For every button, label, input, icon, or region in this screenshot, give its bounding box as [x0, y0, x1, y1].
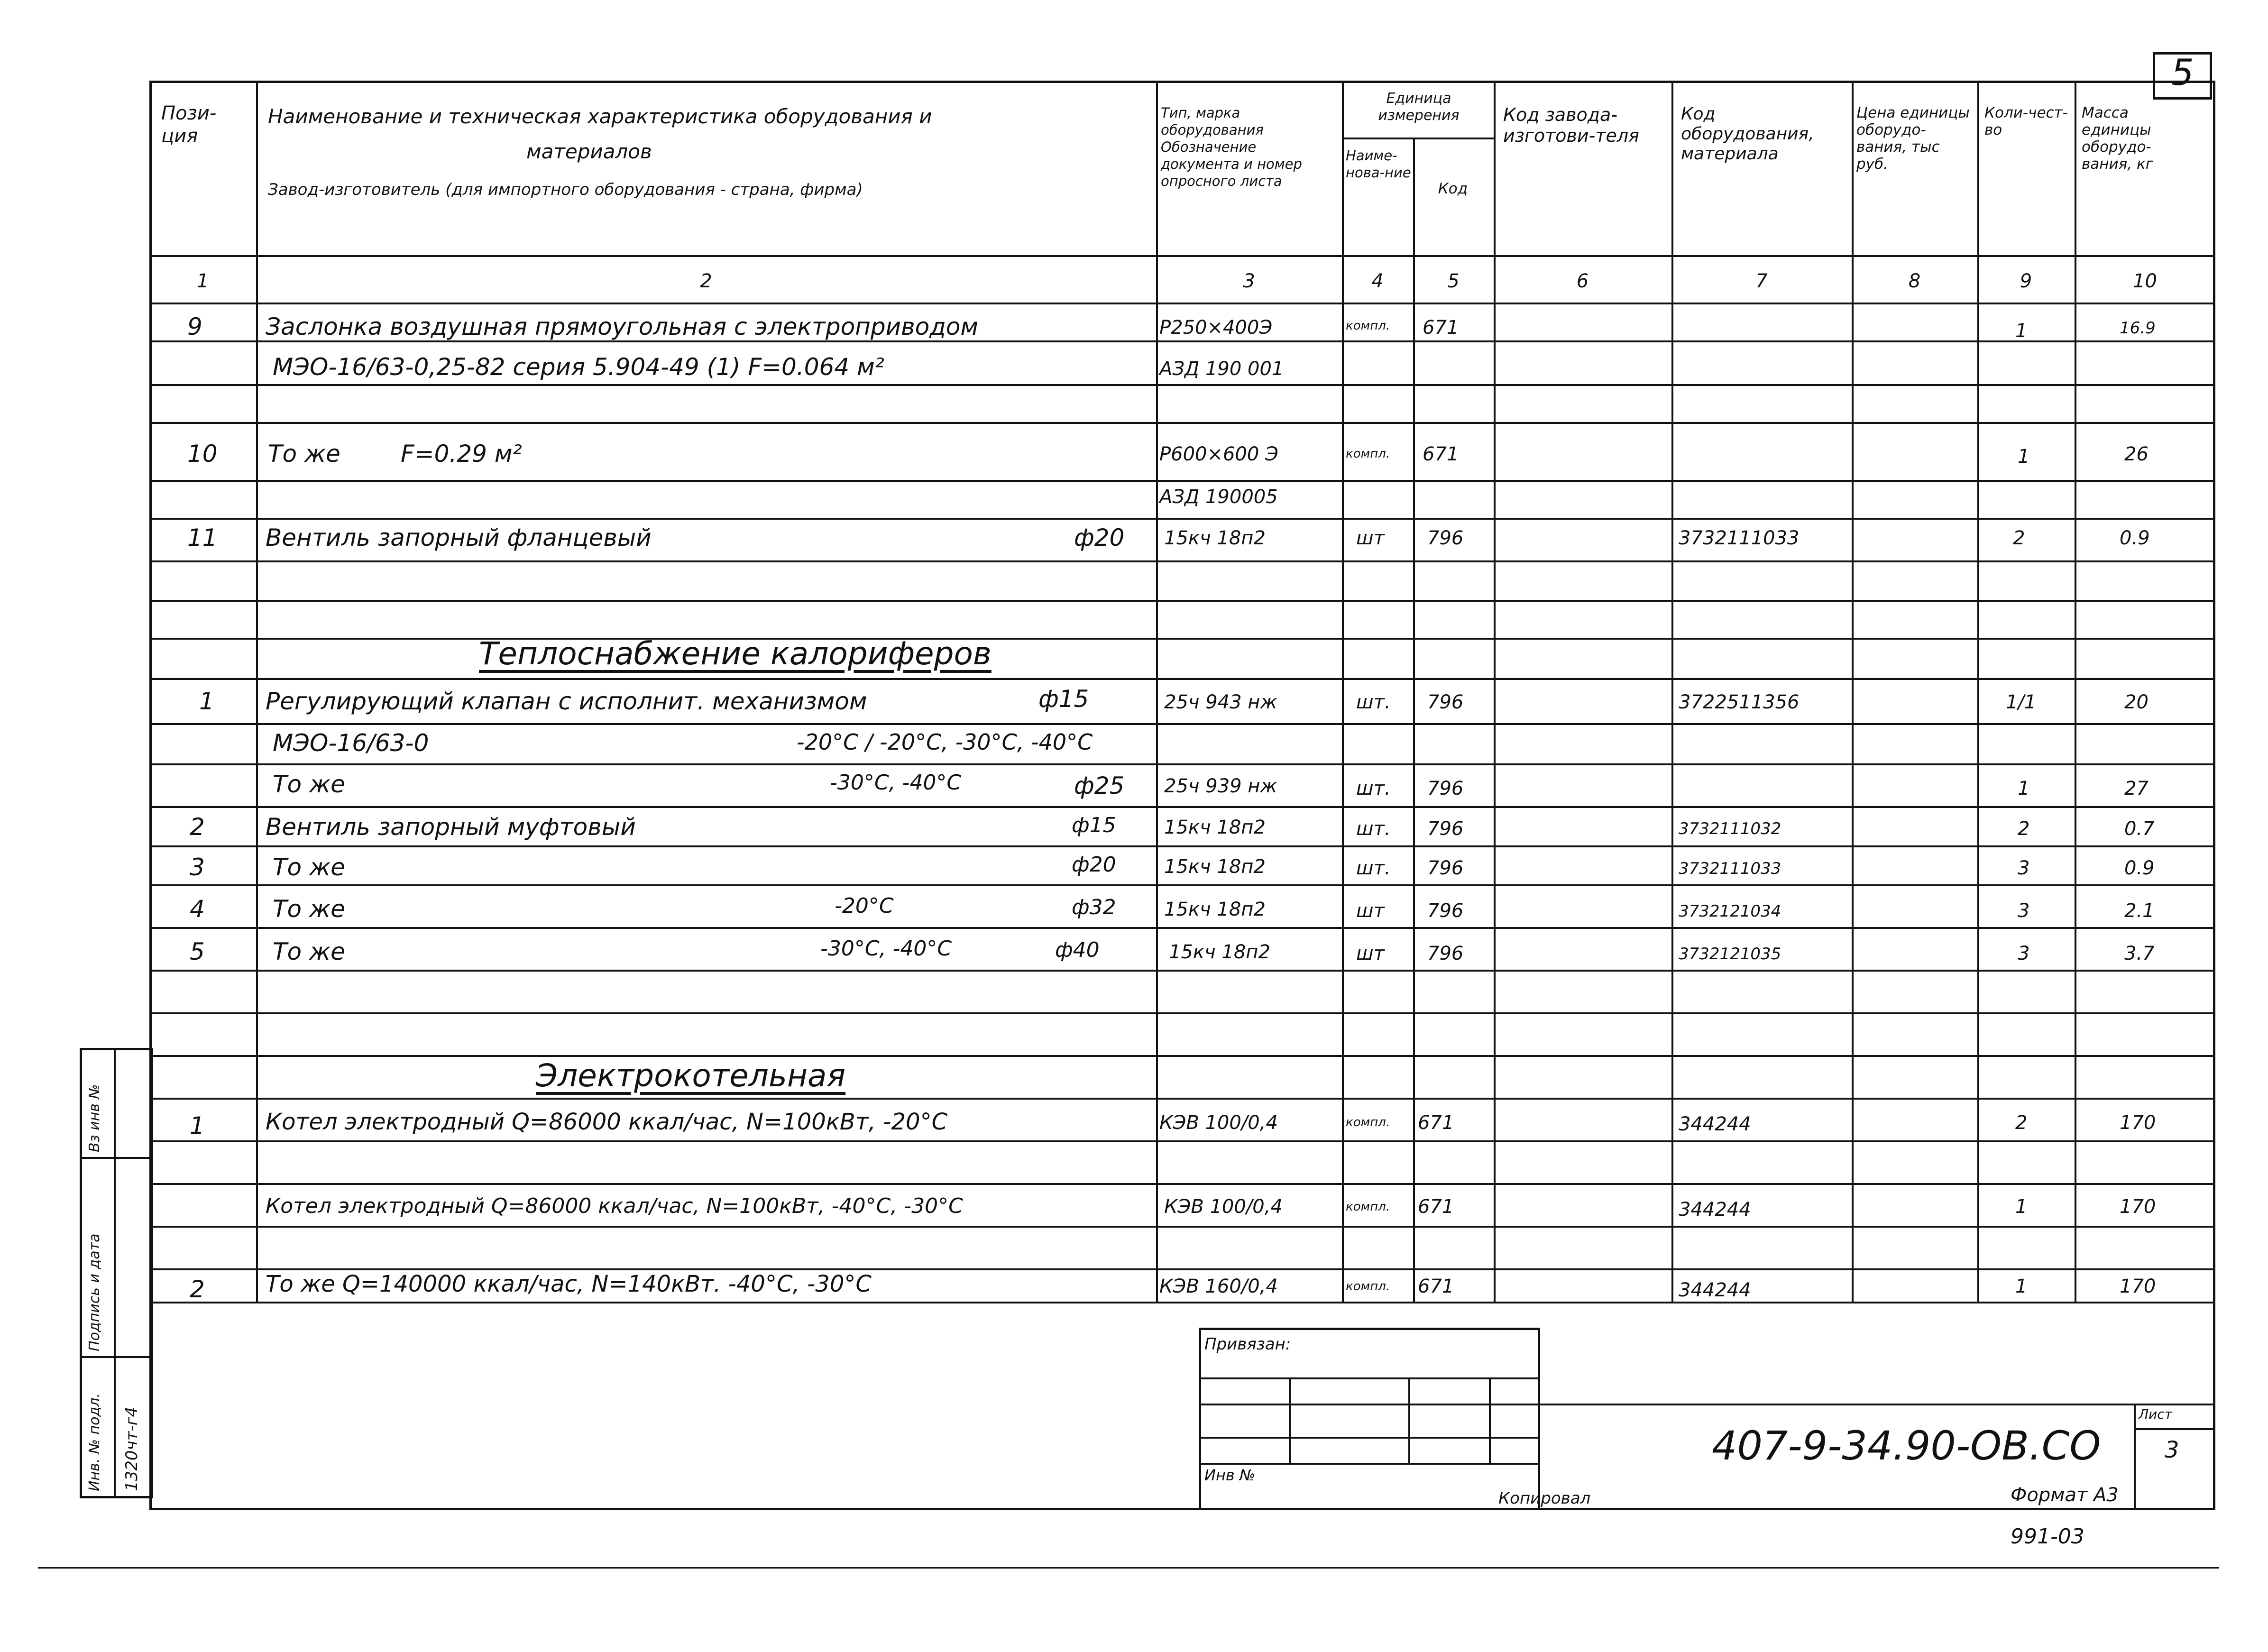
row-quantity: 2 — [2018, 818, 2030, 840]
binding-stamp-label: Привязан: — [1204, 1335, 1291, 1354]
table-rule — [149, 763, 2215, 765]
row-type: КЭВ 100/0,4 — [1164, 1196, 1283, 1218]
table-rule — [149, 806, 2215, 808]
format-label: Формат А3 — [2011, 1484, 2119, 1506]
row-mass: 16.9 — [2120, 319, 2156, 338]
row-unit-code: 671 — [1423, 443, 1459, 465]
section-heading-boiler-room: Электрокотельная — [536, 1057, 846, 1094]
row-mass: 27 — [2124, 778, 2149, 799]
page-bottom-line — [38, 1567, 2219, 1569]
table-rule — [149, 518, 2215, 520]
binding-stamp-divider — [1408, 1377, 1410, 1463]
row-unit: компл. — [1346, 319, 1390, 333]
row-temperature: -30°С, -40°С — [830, 771, 962, 795]
table-rule — [149, 884, 2215, 886]
sheet-number: 5 — [2171, 51, 2194, 93]
row-type: Р600×600 Э — [1159, 443, 1278, 465]
row-position: 1 — [199, 688, 214, 715]
header-name-line1: Наименование и техническая характеристика оборудования и — [268, 105, 932, 128]
table-rule — [149, 1055, 2215, 1057]
row-unit-code: 796 — [1427, 857, 1464, 879]
row-position: 9 — [187, 313, 202, 340]
row-name: То же — [273, 854, 345, 881]
row-mass: 26 — [2124, 443, 2149, 465]
row-quantity: 1 — [2015, 320, 2028, 342]
table-column-rule — [256, 81, 258, 1302]
copied-by-label: Копировал — [1498, 1489, 1591, 1508]
column-number: 1 — [196, 270, 209, 292]
row-type: Р250×400Э — [1159, 317, 1273, 339]
side-stamp-signature-date: Подпись и дата — [86, 1233, 103, 1351]
row-diameter: ф40 — [1055, 938, 1100, 962]
row-unit: шт. — [1356, 691, 1391, 713]
row-position: 4 — [190, 895, 205, 923]
row-unit-code: 796 — [1427, 818, 1464, 840]
header-unit-group: Единица измерения — [1378, 90, 1460, 124]
inventory-number-label: Инв № — [1204, 1466, 1256, 1484]
row-unit: шт — [1356, 527, 1385, 549]
row-diameter: ф15 — [1072, 813, 1116, 837]
table-rule — [149, 1302, 2215, 1303]
column-number: 3 — [1243, 270, 1255, 292]
row-position: 1 — [190, 1112, 205, 1139]
table-rule — [149, 600, 2215, 602]
row-material-code: 344244 — [1679, 1113, 1751, 1135]
header-plant-code: Код завода-изготови-теля — [1503, 104, 1639, 146]
left-stamp-rule — [80, 1356, 153, 1358]
column-number: 8 — [1908, 270, 1921, 292]
list-number: 3 — [2165, 1437, 2179, 1463]
side-stamp-replaced-inventory: Вз инв № — [86, 1084, 103, 1152]
table-rule — [149, 638, 2215, 640]
row-type: КЭВ 100/0,4 — [1159, 1112, 1278, 1134]
row-unit: компл. — [1346, 447, 1390, 461]
binding-stamp-rule — [1199, 1463, 1540, 1465]
row-temperature: -30°С, -40°С — [820, 936, 952, 961]
row-quantity: 1 — [2015, 1196, 2028, 1218]
row-quantity: 3 — [2018, 857, 2030, 879]
row-unit-code: 796 — [1427, 527, 1464, 549]
row-mass: 3.7 — [2124, 943, 2155, 964]
row-name: Вентиль запорный фланцевый — [266, 524, 652, 551]
header-unit-name: Наиме-нова-ние — [1346, 147, 1411, 181]
row-type: 15кч 18п2 — [1164, 817, 1266, 838]
header-position: Пози-ция — [161, 102, 217, 147]
binding-stamp-divider — [1489, 1377, 1491, 1463]
row-name: МЭО-16/63-0,25-82 серия 5.904-49 (1) F=0.064 м² — [273, 353, 884, 381]
row-unit: шт. — [1356, 857, 1391, 879]
left-stamp-divider — [114, 1048, 116, 1498]
row-unit: компл. — [1346, 1115, 1390, 1129]
table-column-rule — [1413, 138, 1415, 1302]
row-type: 15кч 18п2 — [1164, 856, 1266, 878]
table-column-rule — [2075, 81, 2076, 1302]
document-code: 407-9-34.90-ОВ.СО — [1712, 1423, 2101, 1469]
column-number: 10 — [2133, 270, 2157, 292]
row-material-code: 3722511356 — [1679, 691, 1800, 713]
row-mass: 0.7 — [2124, 818, 2155, 840]
table-rule — [149, 845, 2215, 847]
row-name: МЭО-16/63-0 — [273, 729, 429, 757]
row-quantity: 3 — [2018, 900, 2030, 922]
row-type: 25ч 943 нж — [1164, 691, 1277, 713]
row-diameter: ф20 — [1074, 524, 1125, 551]
row-quantity: 2 — [2015, 1112, 2028, 1134]
row-diameter: ф25 — [1074, 772, 1125, 799]
row-type: 15кч 18п2 — [1169, 941, 1270, 963]
row-material-code: 3732121034 — [1679, 902, 1781, 921]
row-name: Котел электродный Q=86000 ккал/час, N=100кВт, -20°С — [266, 1109, 948, 1135]
table-rule — [149, 480, 2215, 482]
table-rule — [149, 255, 2215, 257]
header-type: Тип, марка оборудования Обозначение документа и номер опросного листа — [1161, 105, 1302, 189]
row-unit-code: 796 — [1427, 691, 1464, 713]
row-unit: шт. — [1356, 778, 1391, 799]
row-unit: шт. — [1356, 818, 1391, 840]
row-quantity: 1 — [2015, 1276, 2028, 1297]
row-temperature: -20°С — [835, 894, 894, 918]
row-name: То же F=0.29 м² — [268, 440, 522, 468]
row-type: 15кч 18п2 — [1164, 527, 1266, 549]
table-rule — [149, 303, 2215, 304]
title-block-rule — [2134, 1428, 2215, 1430]
row-unit-code: 671 — [1418, 1112, 1454, 1134]
table-rule — [149, 422, 2215, 424]
row-material-code: 3732111032 — [1679, 819, 1781, 838]
table-column-rule — [1977, 81, 1979, 1302]
left-stamp-rule — [80, 1157, 153, 1159]
row-name: Регулирующий клапан с исполнит. механизмом — [266, 688, 867, 715]
header-mass: Масса единицы оборудо-вания, кг — [2082, 104, 2154, 173]
row-mass: 0.9 — [2124, 857, 2155, 879]
row-type: АЗД 190 001 — [1159, 358, 1284, 380]
row-unit-code: 796 — [1427, 900, 1464, 922]
title-block-divider — [2134, 1404, 2136, 1510]
row-mass: 170 — [2120, 1276, 2156, 1297]
row-type: АЗД 190005 — [1159, 486, 1278, 508]
row-position: 2 — [190, 1276, 205, 1303]
header-name-line2: материалов — [526, 140, 652, 163]
side-stamp-inventory-original: Инв. № подл. — [86, 1393, 103, 1491]
row-unit-code: 796 — [1427, 943, 1464, 964]
header-equipment-code: Код оборудования, материала — [1681, 104, 1814, 164]
binding-stamp-divider — [1289, 1377, 1291, 1463]
row-quantity: 1 — [2018, 446, 2030, 468]
table-rule — [149, 927, 2215, 929]
row-unit-code: 671 — [1423, 317, 1459, 339]
row-unit-code: 671 — [1418, 1276, 1454, 1297]
header-name-line3: Завод-изготовитель (для импортного оборудования - страна, фирма) — [268, 180, 863, 199]
row-diameter: ф32 — [1072, 895, 1116, 919]
table-rule — [149, 1183, 2215, 1185]
table-column-rule — [1156, 81, 1158, 1302]
table-rule — [149, 970, 2215, 972]
row-type: 15кч 18п2 — [1164, 899, 1266, 920]
row-name: То же — [273, 771, 345, 798]
row-material-code: 3732111033 — [1679, 527, 1800, 549]
column-number: 5 — [1447, 270, 1460, 292]
row-material-code: 3732111033 — [1679, 859, 1781, 878]
row-name: Заслонка воздушная прямоугольная с электроприводом — [266, 313, 979, 340]
row-temperature: -20°С / -20°С, -30°С, -40°С — [797, 729, 1093, 755]
row-unit-code: 671 — [1418, 1196, 1454, 1218]
row-name: То же — [273, 938, 345, 965]
table-rule — [149, 723, 2215, 725]
row-unit: шт — [1356, 900, 1385, 922]
row-position: 10 — [187, 440, 218, 468]
table-rule — [149, 384, 2215, 386]
row-material-code: 344244 — [1679, 1279, 1751, 1301]
row-position: 2 — [190, 813, 205, 841]
table-rule — [149, 1098, 2215, 1100]
row-mass: 0.9 — [2120, 527, 2150, 549]
table-rule — [149, 1012, 2215, 1014]
header-quantity: Коли-чест-во — [1984, 104, 2068, 138]
archive-code: 991-03 — [2011, 1524, 2084, 1549]
row-quantity: 1 — [2018, 778, 2030, 799]
column-number: 7 — [1755, 270, 1768, 292]
row-mass: 2.1 — [2124, 900, 2155, 922]
table-rule — [149, 678, 2215, 680]
table-column-rule — [1852, 81, 1854, 1302]
column-number: 6 — [1576, 270, 1589, 292]
row-unit: компл. — [1346, 1279, 1390, 1294]
row-mass: 170 — [2120, 1196, 2156, 1218]
table-rule — [149, 560, 2215, 562]
row-position: 11 — [187, 524, 218, 551]
header-unit-code: Код — [1438, 180, 1468, 197]
table-column-rule — [1671, 81, 1673, 1302]
row-material-code: 3732121035 — [1679, 945, 1781, 964]
row-name: То же Q=140000 ккал/час, N=140кВт. -40°С, -30°С — [266, 1271, 872, 1297]
row-position: 3 — [190, 854, 205, 881]
title-block-rule — [1540, 1404, 2215, 1405]
column-number: 9 — [2020, 270, 2032, 292]
table-rule — [149, 1226, 2215, 1228]
row-name: То же — [273, 895, 345, 923]
section-heading-heat-supply: Теплоснабжение калориферов — [479, 635, 992, 672]
side-stamp-inventory-value: 1320чт-г4 — [122, 1406, 141, 1491]
list-label: Лист — [2139, 1406, 2172, 1422]
row-diameter: ф15 — [1038, 685, 1089, 713]
row-mass: 20 — [2124, 691, 2149, 713]
row-name: Котел электродный Q=86000 ккал/час, N=100кВт, -40°С, -30°С — [266, 1194, 963, 1218]
row-unit: компл. — [1346, 1200, 1390, 1214]
row-quantity: 3 — [2018, 943, 2030, 964]
row-type: 25ч 939 нж — [1164, 775, 1277, 797]
row-unit-code: 796 — [1427, 778, 1464, 799]
table-column-rule — [1494, 81, 1496, 1302]
table-rule — [149, 340, 2215, 342]
header-price: Цена единицы оборудо-вания, тыс руб. — [1856, 104, 1970, 173]
row-diameter: ф20 — [1072, 853, 1116, 877]
row-quantity: 1/1 — [2006, 691, 2037, 713]
row-quantity: 2 — [2013, 527, 2025, 549]
row-mass: 170 — [2120, 1112, 2156, 1134]
table-column-rule — [1342, 81, 1344, 1302]
table-rule — [149, 1140, 2215, 1142]
column-number: 4 — [1371, 270, 1384, 292]
row-type: КЭВ 160/0,4 — [1159, 1276, 1278, 1297]
row-position: 5 — [190, 938, 205, 965]
table-rule — [149, 1268, 2215, 1270]
unit-group-rule — [1342, 138, 1494, 139]
column-number: 2 — [700, 270, 712, 292]
row-material-code: 344244 — [1679, 1199, 1751, 1221]
row-unit: шт — [1356, 943, 1385, 964]
row-name: Вентиль запорный муфтовый — [266, 813, 636, 841]
